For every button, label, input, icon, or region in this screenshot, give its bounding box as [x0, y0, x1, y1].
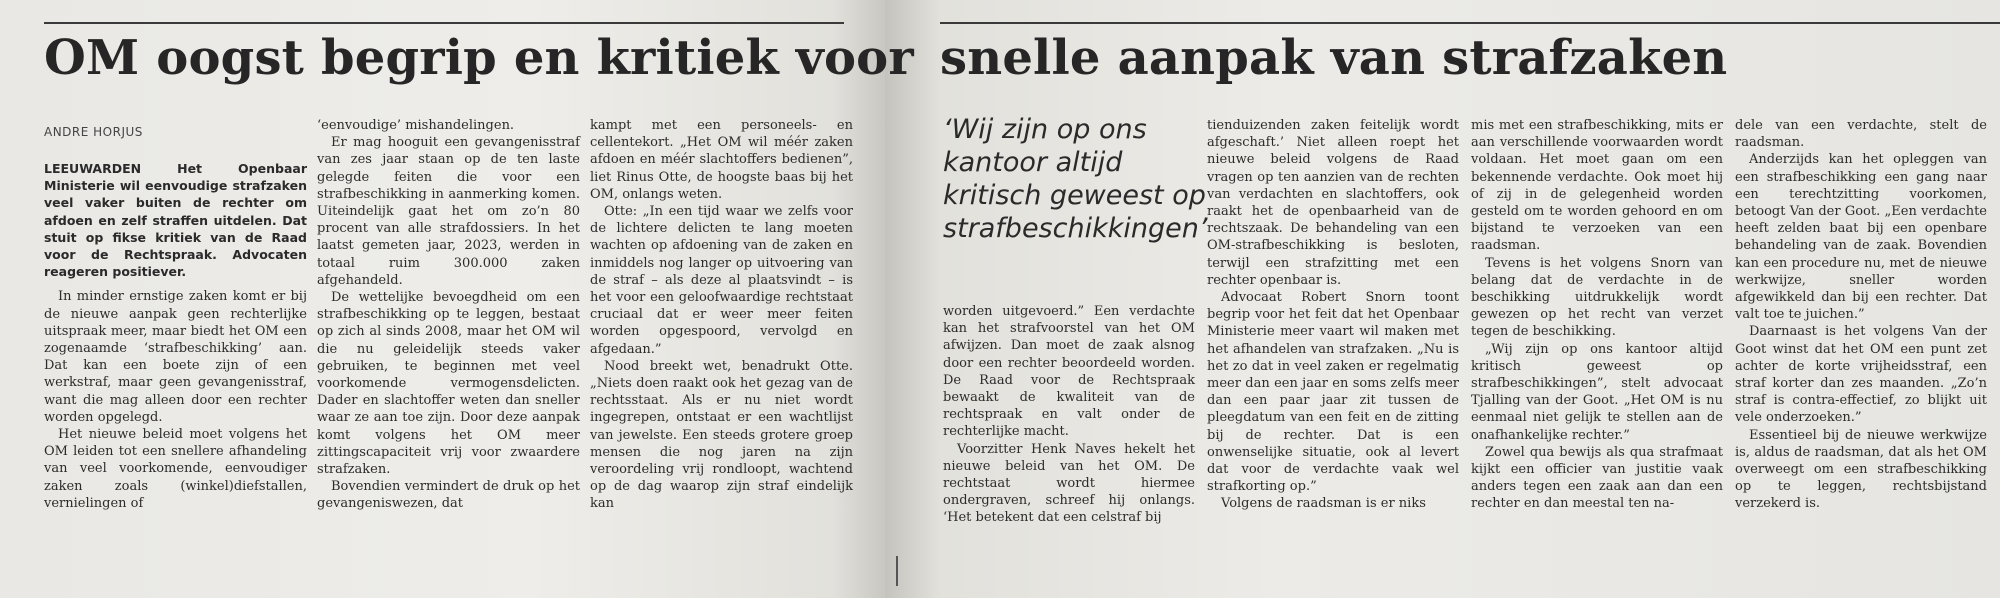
paragraph: Essentieel bij de nieuwe werkwijze is, aldus de raadsman, dat als het OM overweegt om een strafbeschikking op te leggen, rechtsbijstand verzekerd is.	[1735, 427, 1987, 512]
paragraph: worden uitgevoerd.” Een verdachte kan het strafvoorstel van het OM afwijzen. Dan moet de zaak alsnog door een rechter beoordeeld worden. De Raad voor de Rechtspraak bewaakt de kwaliteit van de rechtspraak en valt onder de rechterlijke macht.	[943, 304, 1195, 440]
paragraph: tienduizenden zaken feitelijk wordt afgeschaft.’ Niet alleen roept het nieuwe beleid volgens de Raad vragen op ten aanzien van de rechten van verdachten en slachtoffers, ook raakt het de openbaarheid van de rechtszaak. De behandeling van een OM-strafbeschikking is besloten, terwijl een strafzitting met een rechter openbaar is.	[1207, 118, 1459, 288]
paragraph: Zowel qua bewijs als qua strafmaat kijkt een officier van justitie vaak anders tegen een zaak aan dan een rechter en dan meestal ten na-	[1471, 444, 1723, 512]
article-intro: LEEUWARDEN Het Openbaar Ministerie wil eenvoudige strafzaken veel vaker buiten de rechter om afdoen en zelf straffen uitdelen. Dat stuit op fikse kritiek van de Raad voor de Rechtspraak. Advocaten reageren positiever.	[44, 161, 307, 280]
top-rule-left	[44, 22, 844, 24]
top-rule-right	[940, 22, 2000, 24]
article-column-5	[1207, 117, 1459, 513]
paragraph: De wettelijke bevoegdheid om een strafbeschikking op te leggen, bestaat op zich al sinds 2008, maar het OM wil die nu geleidelijk steeds vaker gebruiken, te beginnen met veel voorkomende vermogensdelicten. Dader en slachtoffer weten dan sneller waar ze aan toe zijn. Door deze aanpak komt volgens het OM meer zittingscapaciteit vrij voor zwaardere strafzaken.	[317, 290, 580, 478]
article-column-6	[1471, 117, 1723, 513]
paragraph: Daarnaast is het volgens Van der Goot winst dat het OM een punt zet achter de korte vrijheidsstraf, een straf korter dan zes maanden. „Zo’n straf is contra-effectief, zo blijkt uit vele onderzoeken.”	[1735, 324, 1987, 426]
paragraph: dele van een verdachte, stelt de raadsman.	[1735, 118, 1987, 151]
paragraph: Het nieuwe beleid moet volgens het OM leiden tot een snellere afhandeling van veel voorkomende, eenvoudiger zaken zoals (winkel)diefstallen, vernielingen of	[44, 427, 307, 511]
headline-left: OM oogst begrip en kritiek voor	[44, 30, 914, 86]
paragraph: Bovendien vermindert de druk op het gevangeniswezen, dat	[317, 479, 580, 512]
paragraph: mis met een strafbeschikking, mits er aan verschillende voorwaarden wordt voldaan. Het moet gaan om een bekennende verdachte. Ook moet hij of zij in de gelegenheid worden gesteld om te worden gehoord en om bijstand te verzoeken van een raadsman.	[1471, 118, 1723, 254]
byline: ANDRE HORJUS	[44, 125, 143, 139]
paragraph: Voorzitter Henk Naves hekelt het nieuwe beleid van het OM. De rechtstaat wordt hiermee ondergraven, schreef hij onlangs. ‘Het betekent dat een celstraf bij	[943, 441, 1195, 526]
paragraph: „Wij zijn op ons kantoor altijd kritisch geweest op strafbeschikkingen”, stelt advocaat Tjalling van der Goot. „Het OM is nu eenmaal niet gelijk te stellen aan de onafhankelijke rechter.”	[1471, 341, 1723, 443]
article-column-2	[317, 117, 580, 513]
paragraph: Nood breekt wet, benadrukt Otte. „Niets doen raakt ook het gezag van de rechtsstaat. Als er nu niet wordt ingegrepen, ontstaat er een wachtlijst van jewelste. Een steeds grotere groep mensen die nog jaren na zijn veroordeling vrij rondloopt, wachtend op de dag waarop zijn straf eindelijk kan	[590, 358, 853, 512]
paragraph: In minder ernstige zaken komt er bij de nieuwe aanpak geen rechterlijke uitspraak meer, maar biedt het OM een zogenaamde ‘strafbeschikking’ aan. Dat kan een boete zijn of een werkstraf, maar geen gevangenisstraf, want die mag alleen door een rechter worden opgelegd.	[44, 289, 307, 425]
paragraph: kampt met een personeels- en cellentekort. „Het OM wil méér zaken afdoen en méér slachtoffers bedienen”, liet Rinus Otte, de hoogste baas bij het OM, onlangs weten.	[590, 118, 853, 202]
article-column-1	[44, 160, 307, 512]
paragraph: Otte: „In een tijd waar we zelfs voor de lichtere delicten te lang moeten wachten op afdoening van de zaken en inmiddels nog langer op uitvoering van de straf – als deze al plaatsvindt – is het voor een geloofwaardige rechtstaat cruciaal dat er weer meer feiten worden opgespoord, vervolgd en afgedaan.”	[590, 204, 853, 357]
paragraph: Er mag hooguit een gevangenisstraf van zes jaar staan op de ten laste gelegde feiten die voor een strafbeschikking in aanmerking komen. Uiteindelijk gaat het om zo’n 80 procent van alle strafdossiers. In het laatst gemeten jaar, 2023, werden in totaal ruim 300.000 zaken afgehandeld.	[317, 135, 580, 288]
article-column-7	[1735, 117, 1987, 513]
paragraph: Anderzijds kan het opleggen van een strafbeschikking een gang naar een terechtzitting voorkomen, betoogt Van der Goot. „Een verdachte heeft zelden baat bij een openbare behandeling van de zaak. Bovendien kan een procedure nu, met de nieuwe werkwijze, sneller worden afgewikkeld dan bij een rechter. Dat valt toe te juichen.”	[1735, 152, 1987, 323]
headline-right: snelle aanpak van strafzaken	[940, 30, 1728, 86]
paragraph: Volgens de raadsman is er niks	[1221, 496, 1426, 512]
article-column-3	[590, 117, 853, 513]
paragraph: Tevens is het volgens Snorn van belang dat de verdachte in de beschikking uitdrukkelijk wordt gewezen op het recht van verzet tegen de beschikking.	[1471, 255, 1723, 340]
pull-quote: ‘Wij zijn op ons kantoor altijd kritisch geweest op strafbeschikkingen’	[943, 114, 1208, 244]
paragraph: ‘eenvoudige’ mishandelingen.	[317, 118, 515, 133]
article-column-4	[943, 303, 1195, 527]
page-gutter-mark	[896, 556, 898, 586]
paragraph: Advocaat Robert Snorn toont begrip voor het feit dat het Openbaar Ministerie meer vaart wil maken met het afhandelen van strafzaken. „Nu is het zo dat in veel zaken er regelmatig meer dan een jaar en soms zelfs meer dan een paar jaar zit tussen de pleegdatum van een feit en de zitting bij de rechter. Dat is een onwenselijke situatie, ook al levert dat voor de verdachte vaak wel strafkorting op.”	[1207, 290, 1459, 495]
